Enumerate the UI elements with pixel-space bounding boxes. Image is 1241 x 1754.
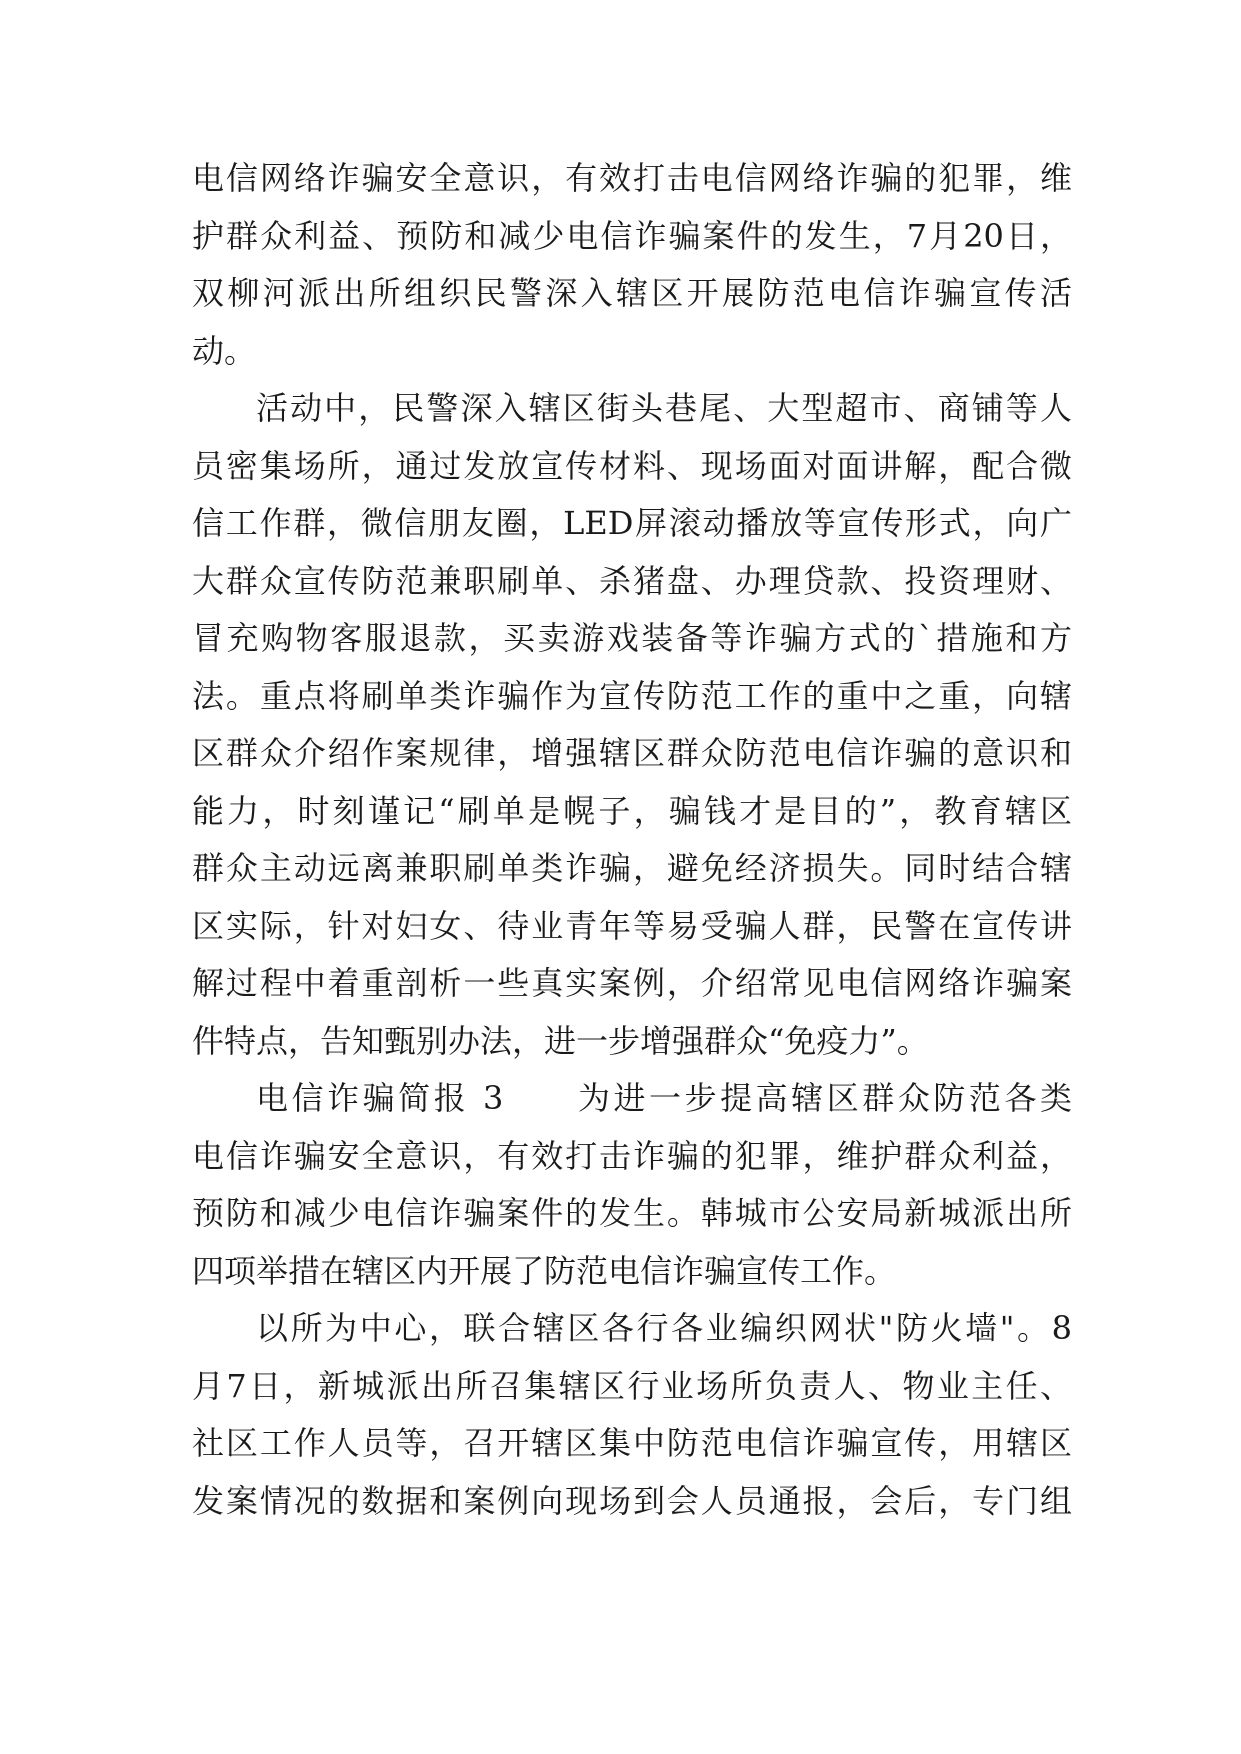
text-line: 能力，时刻谨记“刷单是幌子，骗钱才是目的”，教育辖区: [192, 791, 1072, 830]
text-line: 发案情况的数据和案例向现场到会人员通报，会后，专门组: [192, 1481, 1072, 1520]
text-line: 区实际，针对妇女、待业青年等易受骗人群，民警在宣传讲: [192, 906, 1072, 945]
text-line: 解过程中着重剖析一些真实案例，介绍常见电信网络诈骗案: [192, 964, 1072, 1002]
text-line: 冒充购物客服退款，买卖游戏装备等诈骗方式的`措施和方: [192, 619, 1072, 657]
text-line: 月7日，新城派出所召集辖区行业场所负责人、物业主任、: [192, 1366, 1072, 1405]
text-line: 员密集场所，通过发放宣传材料、现场面对面讲解，配合微: [192, 446, 1072, 485]
text-line: 动。: [192, 331, 257, 370]
text-line: 信工作群，微信朋友圈，LED屏滚动播放等宣传形式，向广: [192, 504, 1072, 542]
body-text: [192, 150, 1072, 1530]
text-line: 预防和减少电信诈骗案件的发生。韩城市公安局新城派出所: [192, 1194, 1072, 1232]
paragraph-first-line: 以所为中心，联合辖区各行各业编织网状"防火墙"。8: [256, 1309, 1072, 1347]
text-line: 双柳河派出所组织民警深入辖区开展防范电信诈骗宣传活: [192, 274, 1072, 312]
text-line: 电信网络诈骗安全意识，有效打击电信网络诈骗的犯罪，维: [192, 159, 1072, 197]
paragraph-first-line: 活动中，民警深入辖区街头巷尾、大型超市、商铺等人: [256, 389, 1072, 427]
text-line: 件特点，告知甄别办法，进一步增强群众“免疫力”。: [192, 1021, 929, 1060]
paragraph-first-line: 电信诈骗简报 3 为进一步提高辖区群众防范各类: [256, 1079, 1072, 1117]
text-line: 法。重点将刷单类诈骗作为宣传防范工作的重中之重，向辖: [192, 676, 1072, 715]
text-line: 区群众介绍作案规律，增强辖区群众防范电信诈骗的意识和: [192, 734, 1072, 772]
text-line: 群众主动远离兼职刷单类诈骗，避免经济损失。同时结合辖: [192, 849, 1072, 887]
text-line: 四项举措在辖区内开展了防范电信诈骗宣传工作。: [192, 1251, 897, 1290]
text-line: 电信诈骗安全意识，有效打击诈骗的犯罪，维护群众利益，: [192, 1136, 1072, 1175]
text-line: 护群众利益、预防和减少电信诈骗案件的发生，7月20日，: [192, 216, 1072, 255]
text-line: 大群众宣传防范兼职刷单、杀猪盘、办理贷款、投资理财、: [192, 561, 1072, 600]
text-line: 社区工作人员等，召开辖区集中防范电信诈骗宣传，用辖区: [192, 1424, 1072, 1462]
